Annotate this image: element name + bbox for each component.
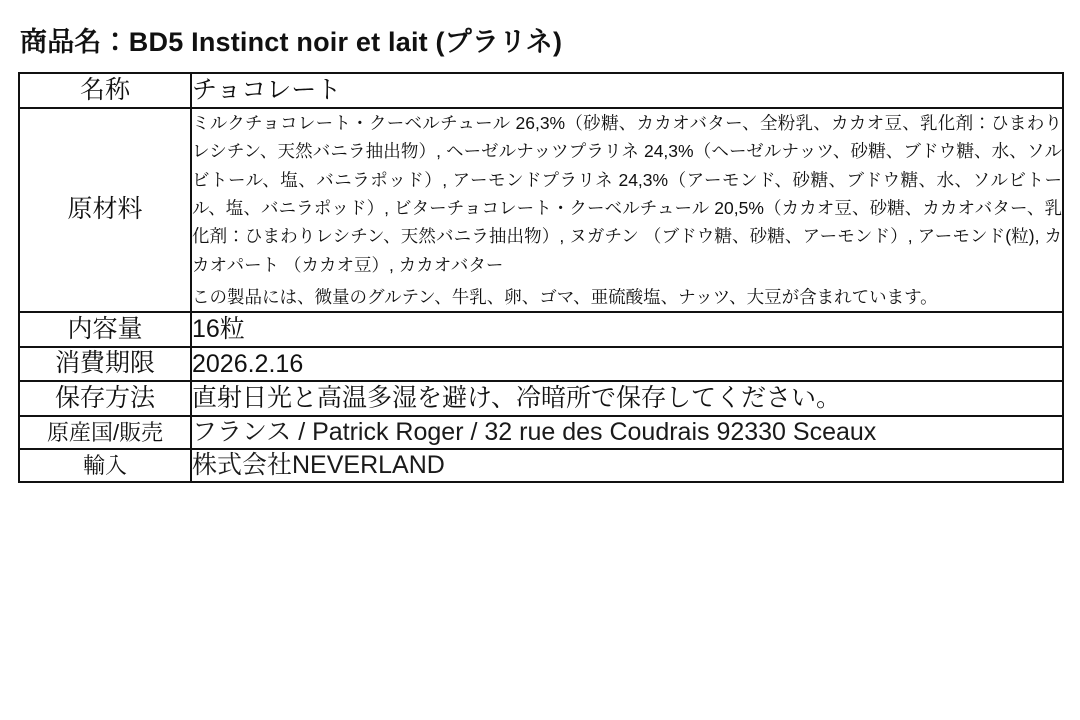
table-row-origin-bottom xyxy=(19,449,1063,482)
row-value-origin: フランス / Patrick Roger / 32 rue des Coudrais 92330 Sceaux xyxy=(191,416,1063,449)
row-header-origin: 原産国/販売 xyxy=(19,416,191,449)
row-value-expiry: 2026.2.16 xyxy=(191,347,1063,382)
row-header-storage: 保存方法 xyxy=(19,381,191,416)
row-value-quantity: 16粒 xyxy=(191,312,1063,347)
table-row-name xyxy=(19,73,1063,108)
table-row-storage xyxy=(19,381,1063,416)
row-value-storage: 直射日光と高温多湿を避け、冷暗所で保存してください。 xyxy=(191,381,1063,416)
table-row-expiry xyxy=(19,347,1063,382)
table-row-quantity xyxy=(19,312,1063,347)
row-header-quantity: 内容量 xyxy=(19,312,191,347)
row-header-name: 名称 xyxy=(19,73,191,108)
row-value-importer: 株式会社NEVERLAND xyxy=(191,449,1063,482)
row-header-importer: 輸入 xyxy=(19,449,191,482)
row-value-name: チョコレート xyxy=(191,73,1063,108)
allergen-notice: この製品には、微量のグルテン、牛乳、卵、ゴマ、亜硫酸塩、ナッツ、大豆が含まれています。 xyxy=(192,286,938,307)
ingredients-text: ミルクチョコレート・クーベルチュール 26,3%（砂糖、カカオバター、全粉乳、カカオ豆、乳化剤：ひまわりレシチン、天然バニラ抽出物）, ヘーゼルナッツプラリネ 24,3%（ヘーゼルナッツ、砂糖、ブドウ糖、水、ソルビトール、塩、バニラポッド）, アーモンドプラリネ 24,3%（アーモンド、砂糖、ブドウ糖、水、ソルビトール、塩、バニラポッド）, ビターチョコレート・クーベルチュール 20,5%（カカオ豆、砂糖、カカオバター、乳化剤：ひまわりレシチン、天然バニラ抽出物）, ヌガチン （ブドウ糖、砂糖、アーモンド）, アーモンド(粒), カカオパート （カカオ豆）, カカオバター xyxy=(192,112,1062,275)
row-value-ingredients xyxy=(191,108,1063,312)
row-header-ingredients: 原材料 xyxy=(19,108,191,312)
row-header-expiry: 消費期限 xyxy=(19,347,191,382)
page-title: 商品名：BD5 Instinct noir et lait (プラリネ) xyxy=(20,27,563,57)
table-row-origin-top xyxy=(19,416,1063,449)
product-label-table xyxy=(18,72,1064,483)
table-row-ingredients xyxy=(19,108,1063,312)
